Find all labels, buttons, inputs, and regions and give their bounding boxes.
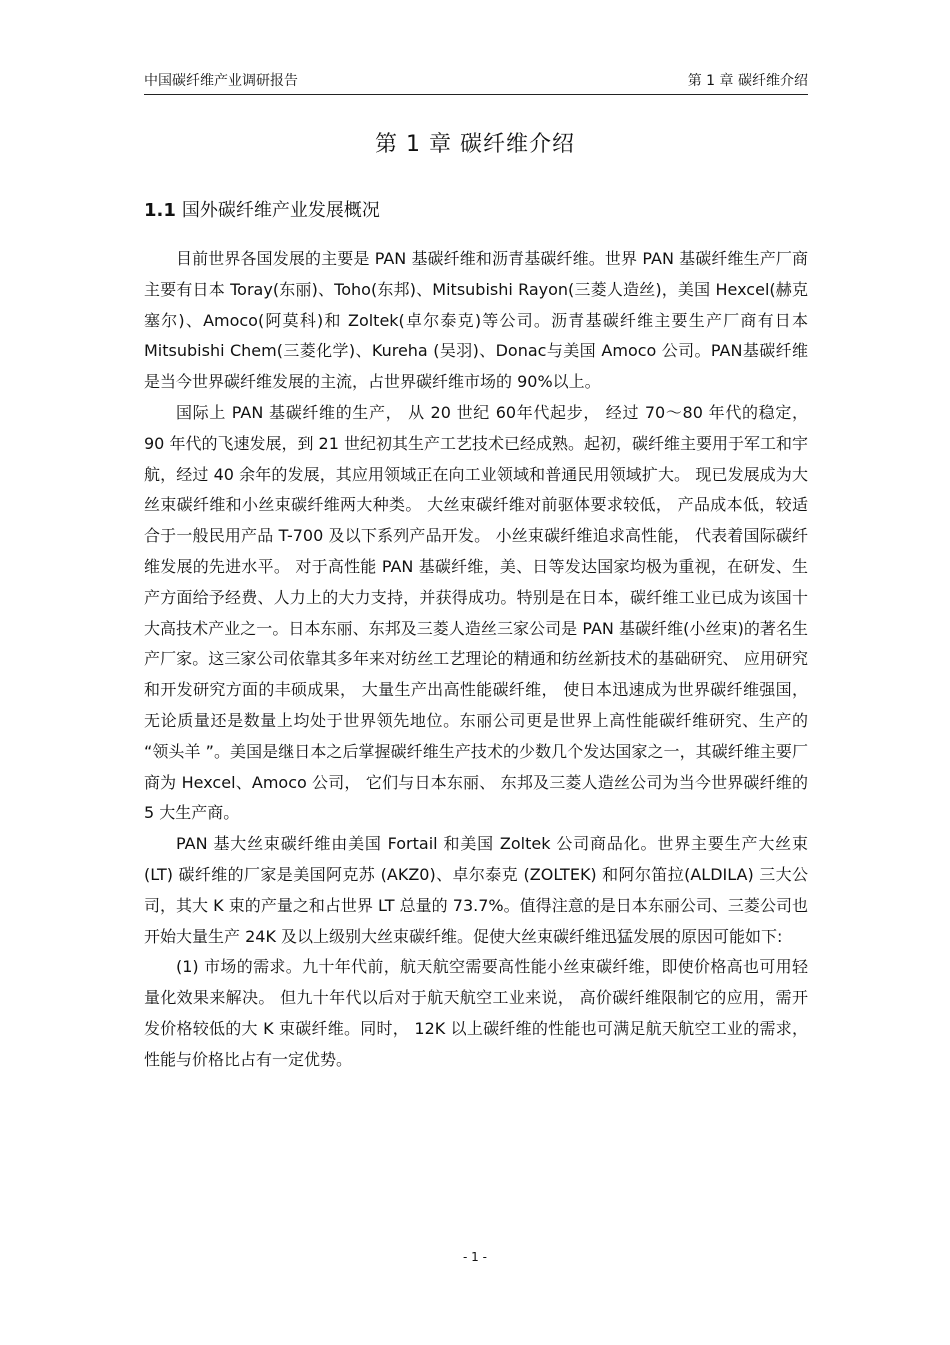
paragraph: PAN 基大丝束碳纤维由美国 Fortail 和美国 Zoltek 公司商品化。世界主要生产大丝束 (LT) 碳纤维的厂家是美国阿克苏 (AKZ0)、卓尔泰克 (ZOLTEK) 和阿尔笛拉(ALDILA) 三大公司，其大 K 束的产量之和占世界 LT 总量的 73.7%。值得注意的是日本东丽公司、三菱公司也开始大量生产 24K 及以上级别大丝束碳纤维。促使大丝束碳纤维迅猛发展的原因可能如下: [144,834,808,946]
page-number: - 1 - [463,1250,487,1264]
paragraph: (1) 市场的需求。九十年代前，航天航空需要高性能小丝束碳纤维，即使价格高也可用轻量化效果来解决。 但九十年代以后对于航天航空工业来说， 高价碳纤维限制它的应用，需开发价格较低的大 K 束碳纤维。同时， 12K 以上碳纤维的性能也可满足航天航空工业的需求，性能与价格比占有一定优势。 [144,957,808,1069]
section-title-text: 国外碳纤维产业发展概况 [181,200,380,221]
paragraph: 目前世界各国发展的主要是 PAN 基碳纤维和沥青基碳纤维。世界 PAN 基碳纤维生产厂商主要有日本 Toray(东丽)、Toho(东邦)、Mitsubishi Rayon(三菱人造丝)，美国 Hexcel(赫克塞尔)、Amoco(阿莫科)和 Zoltek(卓尔泰克)等公司。沥青基碳纤维主要生产厂商有日本 Mitsubishi Chem(三菱化学)、Kureha (吴羽)、Donac与美国 Amoco 公司。PAN基碳纤维是当今世界碳纤维发展的主流，占世界碳纤维市场的 90%以上。 [144,249,808,392]
page-header [144,70,808,95]
header-report-title: 中国碳纤维产业调研报告 [144,73,298,89]
section-heading [144,196,380,222]
header-chapter-title: 第 1 章 碳纤维介绍 [687,73,808,89]
section-number: 1.1 [144,200,176,221]
chapter-title: 第 1 章 碳纤维介绍 [375,132,575,157]
body-text [144,244,808,1076]
paragraph: 国际上 PAN 基碳纤维的生产， 从 20 世纪 60年代起步， 经过 70～80 年代的稳定， 90 年代的飞速发展，到 21 世纪初其生产工艺技术已经成熟。起初，碳纤维主要用于军工和宇航，经过 40 余年的发展，其应用领域正在向工业领域和普通民用领域扩大。 现已发展成为大丝束碳纤维和小丝束碳纤维两大种类。 大丝束碳纤维对前驱体要求较低， 产品成本低，较适合于一般民用产品 T-700 及以下系列产品开发。 小丝束碳纤维追求高性能， 代表着国际碳纤维发展的先进水平。 对于高性能 PAN 基碳纤维，美、日等发达国家均极为重视，在研发、生产方面给予经费、人力上的大力支持，并获得成功。特别是在日本，碳纤维工业已成为该国十大高技术产业之一。日本东丽、东邦及三菱人造丝三家公司是 PAN 基碳纤维(小丝束)的著名生产厂家。这三家公司依靠其多年来对纺丝工艺理论的精通和纺丝新技术的基础研究、 应用研究和开发研究方面的丰硕成果， 大量生产出高性能碳纤维， 使日本迅速成为世界碳纤维强国， 无论质量还是数量上均处于世界领先地位。东丽公司更是世界上高性能碳纤维研究、生产的 “领头羊 ”。美国是继日本之后掌握碳纤维生产技术的少数几个发达国家之一，其碳纤维主要厂商为 Hexcel、Amoco 公司， 它们与日本东丽、 东邦及三菱人造丝公司为当今世界碳纤维的 5 大生产商。 [144,402,808,823]
